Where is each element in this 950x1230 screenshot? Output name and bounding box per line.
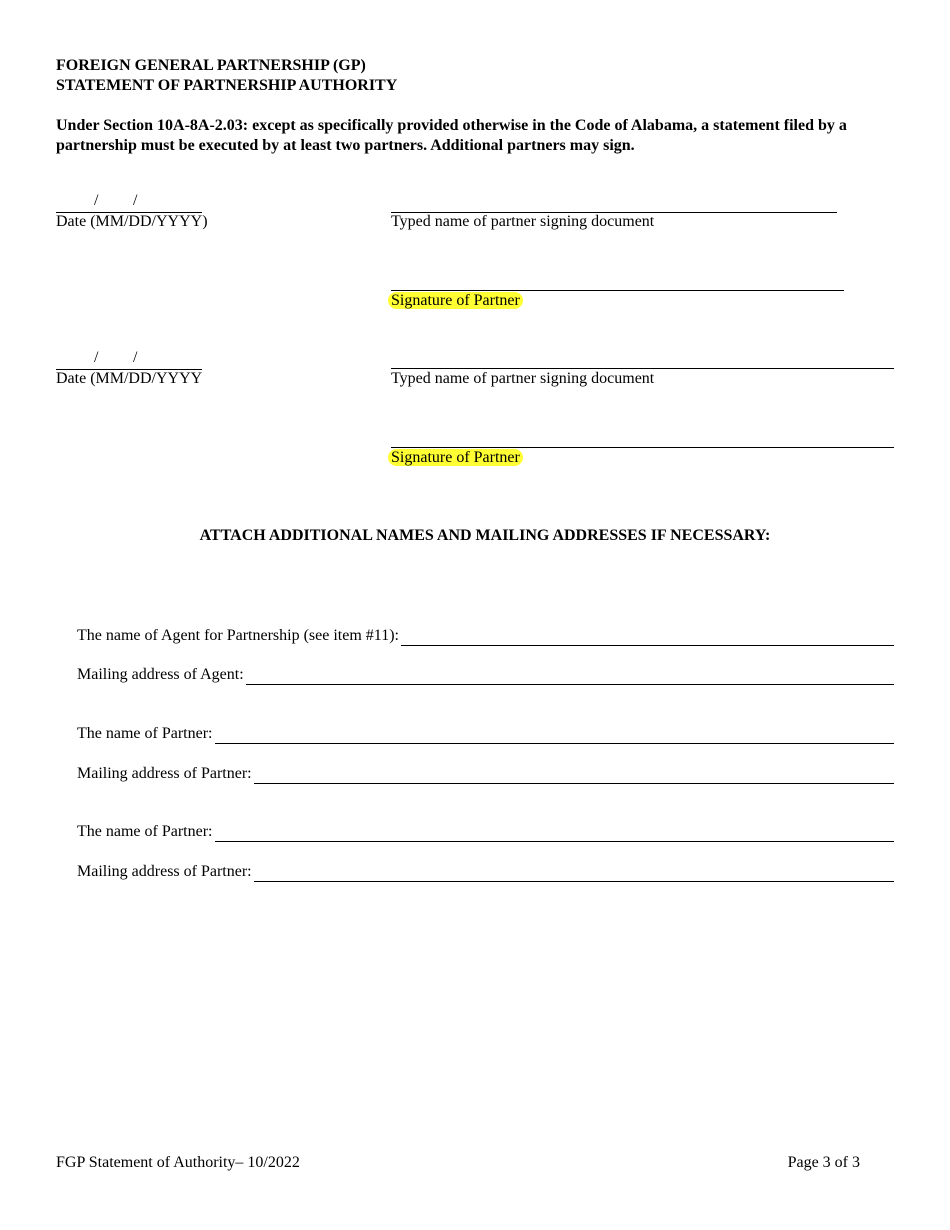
partner-name-label: The name of Partner: [77, 725, 213, 742]
signature-input-1[interactable] [391, 290, 844, 291]
footer-page-number: Page 3 of 3 [787, 1154, 860, 1171]
agent-name-input[interactable] [401, 627, 894, 646]
typed-name-input-2[interactable] [391, 368, 894, 369]
signature-label-2 [391, 449, 523, 467]
execution-instruction: Under Section 10A-8A-2.03: except as specifically provided otherwise in the Code of Alabama, a statement filed by a partnership must be executed by at least two partners. Additional partners may sign. [56, 117, 847, 154]
typed-name-label-2: Typed name of partner signing document [391, 370, 655, 387]
signature-input-2[interactable] [391, 447, 894, 448]
attach-heading: ATTACH ADDITIONAL NAMES AND MAILING ADDRESSES IF NECESSARY: [199, 527, 771, 544]
date-label-2: Date (MM/DD/YYYY [56, 370, 203, 387]
partner-1-address-input[interactable] [254, 765, 894, 784]
partner-1-name-field [77, 722, 894, 744]
partner-name-label: The name of Partner: [77, 823, 213, 840]
agent-name-field [77, 624, 894, 646]
date-slash: / [133, 192, 138, 209]
agent-address-label: Mailing address of Agent: [77, 666, 244, 683]
title-line-1: FOREIGN GENERAL PARTNERSHIP (GP) [56, 57, 366, 74]
date-slash: / [94, 192, 99, 209]
agent-address-field [77, 663, 894, 685]
date-input-1[interactable] [56, 192, 202, 213]
highlighted-signature-label: Signature of Partner [388, 449, 523, 466]
agent-address-input[interactable] [246, 666, 894, 685]
partner-address-label: Mailing address of Partner: [77, 765, 252, 782]
signature-label-1 [391, 292, 523, 310]
agent-name-label: The name of Agent for Partnership (see item #11): [77, 627, 399, 644]
date-slash: / [94, 349, 99, 366]
document-title [56, 56, 397, 96]
partner-2-name-field [77, 820, 894, 842]
footer-form-id: FGP Statement of Authority– 10/2022 [56, 1154, 300, 1171]
typed-name-label-1: Typed name of partner signing document [391, 213, 655, 230]
partner-2-address-input[interactable] [254, 863, 894, 882]
date-input-2[interactable] [56, 349, 202, 370]
title-line-2: STATEMENT OF PARTNERSHIP AUTHORITY [56, 77, 398, 94]
partner-address-label: Mailing address of Partner: [77, 863, 252, 880]
partner-1-address-field [77, 762, 894, 784]
highlighted-signature-label: Signature of Partner [388, 292, 523, 309]
partner-1-name-input[interactable] [215, 725, 895, 744]
date-slash: / [133, 349, 138, 366]
date-label-1: Date (MM/DD/YYYY) [56, 213, 208, 230]
partner-2-name-input[interactable] [215, 823, 895, 842]
partner-2-address-field [77, 860, 894, 882]
